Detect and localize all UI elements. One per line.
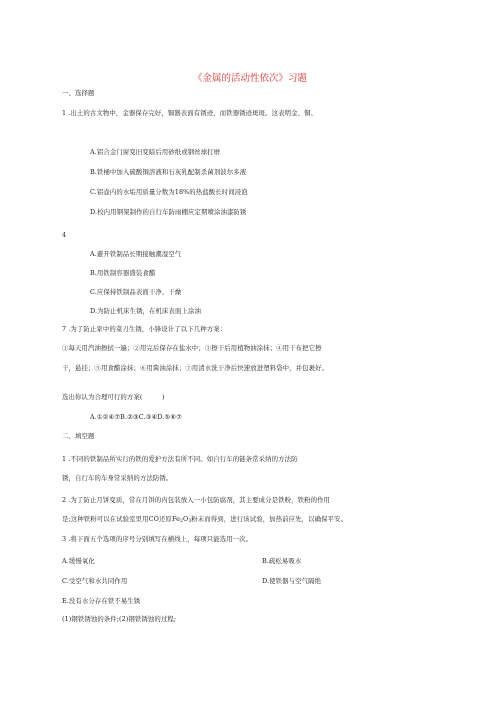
- question-4-option-b: B.用铁制容器盛装食醋: [90, 269, 156, 277]
- question-7-line-3: 干，悬挂；⑤用食醋涂抹；⑥用酱油涂抹；⑦用清水洗干净后快速放进塑料袋中，并包裹好。: [62, 364, 329, 372]
- fill-question-2-line-1: 2 .为了防止月饼变质，常在月饼的内包装放入一小包防腐剂，其主要成分是铁粉，铁粉的作用: [62, 496, 331, 504]
- question-1-option-a: A.铝合金门窗变旧变暗后用砂纸或钢丝球打磨: [90, 148, 221, 156]
- fill-question-2-line-2: 是;这种铁粉可以在试验室里用CO还原$Fe_2O_3$粉末而得到，进行该试验，加热前应先，以确保平安。: [62, 515, 348, 524]
- section-heading-fill: 二、填空题: [62, 432, 95, 440]
- section-heading-choice: 一、选择题: [62, 89, 95, 97]
- question-1-stem: 1 .出土的古文物中，金器保存完好，铜器表面有锈迹，而铁器锈迹斑斑。这表明金、铜、: [62, 109, 318, 117]
- question-4-option-d: D.为防止机床生锈，在机床表面上涂油: [90, 307, 201, 315]
- question-1-option-b: B.铁桶中加入硫酸铜溶液和石灰乳配制杀菌剂波尔多液: [90, 168, 247, 176]
- fill-question-1-line-1: 1 .不同的铁制品所实行的铁的爱护方法有所不同。如自行车的链条常采纳的方法防: [62, 455, 298, 463]
- fill-question-3-option-d: D.使铁器与空气隔绝: [262, 577, 322, 585]
- fill-question-3-option-c: C.受空气和水共同作用: [62, 577, 128, 585]
- fill-question-1-line-2: 锈，自行车的车身常采纳的方法防锈。: [62, 474, 173, 482]
- question-4-option-c: C.应保持铁制品表面干净、干燥: [90, 288, 182, 296]
- fill-question-3-option-a: A.缓慢氧化: [62, 557, 95, 565]
- fill-question-3-option-e: E.没有水分存在铁不易生锈: [62, 597, 141, 605]
- fill-question-3-stem: 3 .将下面五个选项的序号分别填写在横线上，每项只能选用一次。: [62, 535, 253, 543]
- question-7-line-2: ①每天用汽油擦拭一遍；②用完后保存在盐水中；③擦干后用植物油涂抹；④用干布把它擦: [62, 344, 322, 352]
- page-title: 《金属的活动性依次》习题: [192, 73, 307, 84]
- question-7-stem: 7 .为了防止家中的菜刀生锈，小锋设计了以下几种方案：: [62, 325, 227, 333]
- question-4-number: 4: [62, 231, 67, 239]
- fill-question-3-subquestions: (1)钢铁锈蚀的条件;(2)钢铁锈蚀的过程;: [62, 615, 177, 623]
- fill-question-3-option-b: B.疏松易吸水: [262, 557, 302, 565]
- question-4-option-a: A.避开铁制品长期接触潮湿空气: [90, 250, 182, 258]
- question-7-prompt: 选出你认为合理可行的方案( ): [62, 393, 165, 401]
- question-1-option-c: C.铝壶内的水垢用质量分数为18%的热盐酸长时间浸泡: [90, 188, 248, 196]
- question-1-option-d: D.校内用钢架制作的自行车防雨棚应定期喷涂油漆防锈: [90, 208, 247, 216]
- question-7-options: A.①②④⑦B.②③C.③④D.⑤⑥⑦: [90, 413, 182, 421]
